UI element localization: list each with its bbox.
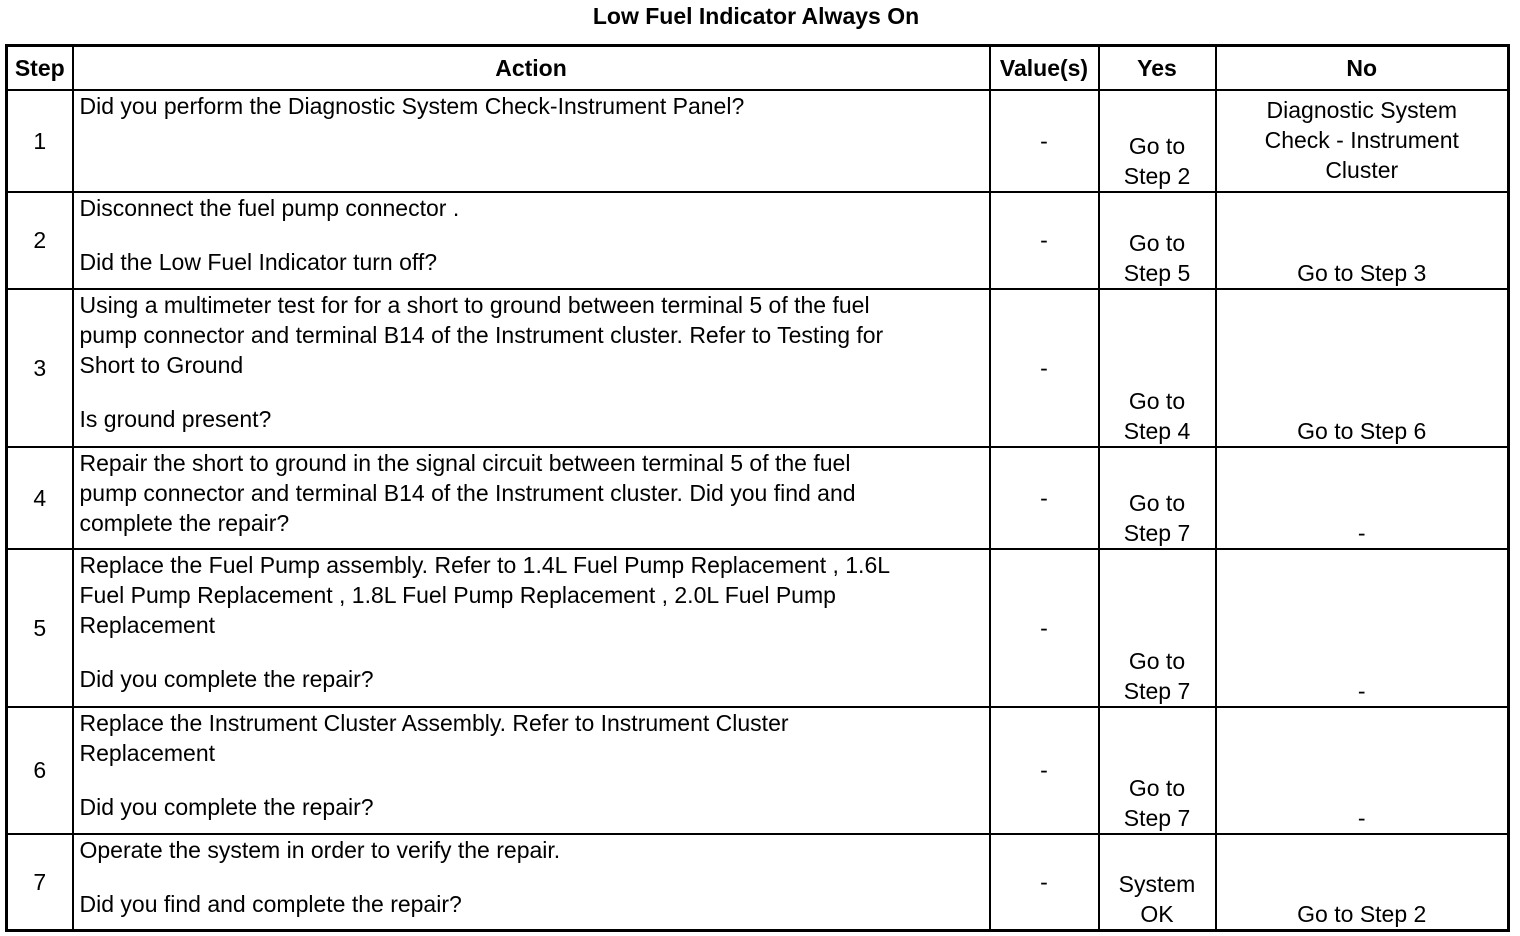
yes-text: Go to (1128, 229, 1186, 256)
header-step: Step (7, 46, 73, 90)
yes-text: Go to (1128, 132, 1186, 159)
value-cell: - (990, 447, 1099, 549)
yes-cell (1099, 549, 1216, 707)
step-number: 1 (7, 90, 73, 192)
action-text: Did you perform the Diagnostic System Check-Instrument Panel? (79, 92, 745, 119)
table-row (7, 549, 1509, 707)
yes-text: Step 7 (1123, 519, 1191, 546)
yes-cell (1099, 707, 1216, 834)
action-text: Operate the system in order to verify the repair. (79, 836, 561, 863)
value-cell: - (990, 834, 1099, 931)
no-text: - (1357, 519, 1366, 546)
diagnostic-table (5, 44, 1510, 932)
yes-text: Go to (1128, 774, 1186, 801)
action-text: Disconnect the fuel pump connector . (79, 194, 460, 221)
yes-text: Step 7 (1123, 804, 1191, 831)
action-text: Replace the Instrument Cluster Assembly. Refer to Instrument Cluster (79, 709, 789, 736)
action-gap (80, 865, 983, 889)
yes-cell (1099, 192, 1216, 289)
yes-text: Step 2 (1123, 162, 1191, 189)
action-question: Did the Low Fuel Indicator turn off? (79, 248, 438, 275)
value-cell: - (990, 192, 1099, 289)
action-text: Repair the short to ground in the signal circuit between terminal 5 of the fuel (79, 449, 851, 476)
yes-text: Go to (1128, 647, 1186, 674)
action-cell (73, 549, 990, 707)
action-gap (80, 223, 983, 247)
yes-text: System (1118, 871, 1196, 897)
action-cell (73, 834, 990, 931)
action-gap (80, 640, 983, 664)
step-number: 7 (7, 834, 73, 931)
action-text: pump connector and terminal B14 of the Instrument cluster. Refer to Testing for (79, 321, 884, 348)
action-text: Replacement (79, 739, 216, 766)
table-row (7, 192, 1509, 289)
action-question: Did you find and complete the repair? (79, 890, 462, 917)
step-number: 6 (7, 707, 73, 834)
yes-text: Go to (1128, 489, 1186, 516)
action-cell (73, 707, 990, 834)
yes-text: Step 5 (1123, 259, 1191, 286)
table-row (7, 707, 1509, 834)
no-cell (1216, 192, 1509, 289)
no-text: - (1357, 677, 1366, 704)
yes-cell (1099, 834, 1216, 931)
value-cell: - (990, 289, 1099, 447)
no-cell (1216, 447, 1509, 549)
table-row (7, 90, 1509, 192)
header-values: Value(s) (990, 46, 1099, 90)
yes-cell (1099, 289, 1216, 447)
yes-cell (1099, 447, 1216, 549)
no-text: Go to Step 3 (1297, 259, 1427, 286)
no-cell (1216, 289, 1509, 447)
header-action: Action (73, 46, 990, 90)
action-question: Did you complete the repair? (79, 665, 374, 692)
action-cell (73, 447, 990, 549)
action-cell (73, 289, 990, 447)
action-text: Fuel Pump Replacement , 1.8L Fuel Pump Replacement , 2.0L Fuel Pump (79, 581, 836, 608)
action-question: Did you complete the repair? (79, 793, 374, 820)
action-text: Short to Ground (79, 351, 244, 378)
no-text: Go to Step 2 (1297, 901, 1427, 927)
value-cell: - (990, 707, 1099, 834)
action-text: Replacement (79, 611, 216, 638)
yes-text: OK (1140, 901, 1174, 927)
no-cell (1216, 549, 1509, 707)
yes-cell (1099, 90, 1216, 192)
value-cell: - (990, 90, 1099, 192)
no-text: Diagnostic System (1266, 96, 1457, 123)
action-gap (80, 380, 983, 404)
yes-text: Step 7 (1123, 677, 1191, 704)
table-row (7, 289, 1509, 447)
action-text: Replace the Fuel Pump assembly. Refer to 1.4L Fuel Pump Replacement , 1.6L (79, 551, 891, 578)
no-text: - (1357, 804, 1366, 831)
table-header-row (7, 46, 1509, 90)
yes-text: Go to (1128, 387, 1186, 414)
step-number: 4 (7, 447, 73, 549)
action-cell (73, 90, 990, 192)
table-row (7, 834, 1509, 931)
value-cell: - (990, 549, 1099, 707)
step-number: 2 (7, 192, 73, 289)
no-text: Check - Instrument (1264, 126, 1459, 153)
no-cell (1216, 834, 1509, 931)
no-text: Cluster (1325, 156, 1399, 183)
action-gap (80, 768, 983, 792)
header-no: No (1216, 46, 1509, 90)
page-title: Low Fuel Indicator Always On (592, 3, 920, 29)
action-question: Is ground present? (79, 405, 272, 432)
step-number: 3 (7, 289, 73, 447)
no-cell (1216, 90, 1509, 192)
action-text: complete the repair? (79, 509, 290, 536)
no-cell (1216, 707, 1509, 834)
no-text: Go to Step 6 (1297, 417, 1427, 444)
yes-text: Step 4 (1123, 417, 1191, 444)
table-row (7, 447, 1509, 549)
action-text: Using a multimeter test for for a short to ground between terminal 5 of the fuel (79, 291, 870, 318)
header-yes: Yes (1099, 46, 1216, 90)
action-cell (73, 192, 990, 289)
step-number: 5 (7, 549, 73, 707)
action-text: pump connector and terminal B14 of the Instrument cluster. Did you find and (79, 479, 856, 506)
